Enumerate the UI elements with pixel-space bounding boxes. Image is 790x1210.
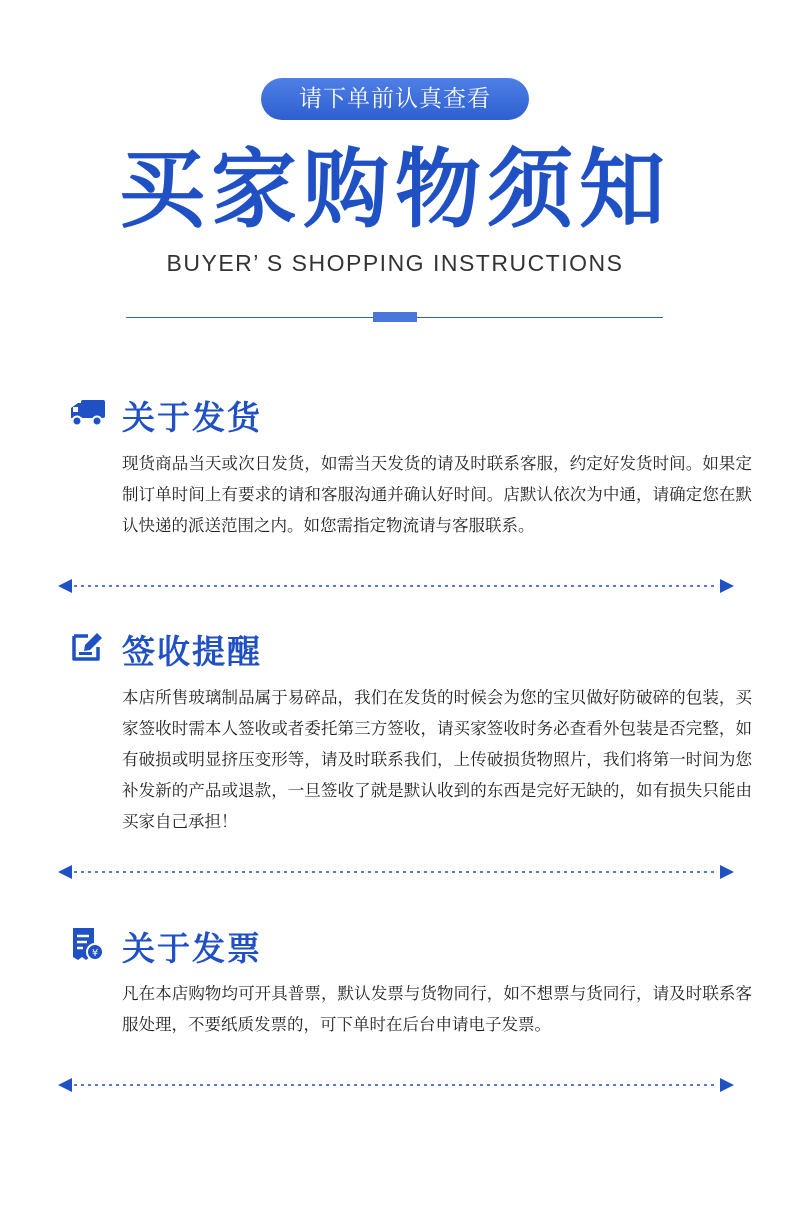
page-subtitle: BUYER’ S SHOPPING INSTRUCTIONS (166, 250, 624, 276)
section-divider (58, 579, 734, 593)
section-title-invoice: 关于发票 (122, 929, 262, 968)
notice-pill: 请下单前认真查看 (261, 78, 529, 120)
section-title-signing: 签收提醒 (122, 632, 262, 671)
header-rule-accent (373, 312, 417, 322)
section-divider (58, 1078, 734, 1092)
section-title-shipping: 关于发货 (122, 398, 262, 437)
section-divider (58, 865, 734, 879)
page-title: 买家购物须知 (119, 140, 671, 240)
section-text-signing: 本店所售玻璃制品属于易碎品，我们在发货的时候会为您的宝贝做好防破碎的包装，买家签收时需本人签收或者委托第三方签收，请买家签收时务必查看外包装是否完整，如有破损或明显挤压变形等，请及时联系我们，上传破损货物照片，我们将第一时间为您补发新的产品或退款，一旦签收了就是默认收到的东西是完好无缺的，如有损失只能由买家自己承担！ (122, 688, 752, 831)
truck-icon (70, 398, 106, 428)
section-text-shipping: 现货商品当天或次日发货，如需当天发货的请及时联系客服，约定好发货时间。如果定制订单时间上有要求的请和客服沟通并确认好时间。店默认依次为中通，请确定您在默认快递的派送范围之内。如您需指定物流请与客服联系。 (122, 454, 752, 535)
edit-icon (70, 630, 104, 662)
section-text-invoice: 凡在本店购物均可开具普票，默认发票与货物同行，如不想票与货同行，请及时联系客服处理，不要纸质发票的，可下单时在后台申请电子发票。 (122, 984, 752, 1034)
invoice-icon (70, 926, 106, 962)
svg-text:¥: ¥ (91, 948, 99, 959)
